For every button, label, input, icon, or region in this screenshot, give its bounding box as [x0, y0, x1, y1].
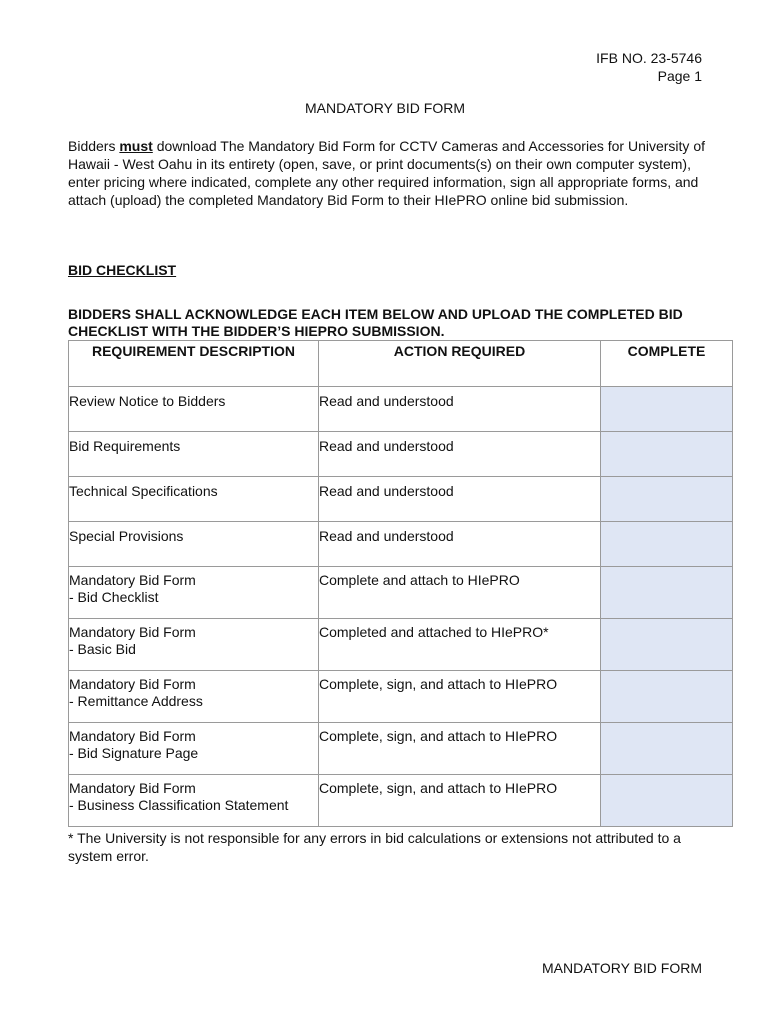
- complete-field[interactable]: [601, 432, 733, 477]
- intro-paragraph: [68, 137, 708, 209]
- requirement-cell: Technical Specifications: [69, 477, 319, 522]
- requirement-cell: Mandatory Bid Form - Basic Bid: [69, 619, 319, 671]
- page-title: MANDATORY BID FORM: [305, 100, 465, 116]
- table-row: [69, 432, 733, 477]
- table-row: [69, 477, 733, 522]
- complete-field[interactable]: [601, 723, 733, 775]
- complete-field[interactable]: [601, 567, 733, 619]
- action-cell: Read and understood: [319, 432, 601, 477]
- footnote: * The University is not responsible for any errors in bid calculations or extensions not attributed to a system error.: [68, 830, 681, 864]
- action-cell: Completed and attached to HIePRO*: [319, 619, 601, 671]
- table-row: [69, 671, 733, 723]
- action-cell: Read and understood: [319, 477, 601, 522]
- table-row: [69, 619, 733, 671]
- complete-field[interactable]: [601, 387, 733, 432]
- requirement-cell: Review Notice to Bidders: [69, 387, 319, 432]
- requirement-cell: Mandatory Bid Form - Bid Signature Page: [69, 723, 319, 775]
- bid-checklist-table: [68, 340, 733, 827]
- action-cell: Read and understood: [319, 522, 601, 567]
- complete-field[interactable]: [601, 522, 733, 567]
- requirement-cell: Bid Requirements: [69, 432, 319, 477]
- header-requirement: REQUIREMENT DESCRIPTION: [69, 341, 319, 387]
- action-cell: Complete, sign, and attach to HIePRO: [319, 723, 601, 775]
- complete-field[interactable]: [601, 619, 733, 671]
- requirement-cell: Mandatory Bid Form - Business Classification Statement: [69, 775, 319, 827]
- page-footer: MANDATORY BID FORM: [542, 960, 702, 976]
- complete-field[interactable]: [601, 775, 733, 827]
- complete-field[interactable]: [601, 671, 733, 723]
- intro-after: download The Mandatory Bid Form for CCTV Cameras and Accessories for University of Hawaii - West Oahu in its entirety (open, save, or print documents(s) on their own computer system), enter pricing where indicated, complete any other required information, sign all appropriate forms, and attach (upload) the completed Mandatory Bid Form to their HIePRO online bid submission.: [68, 138, 705, 208]
- table-row: [69, 567, 733, 619]
- intro-emphasis: must: [119, 138, 153, 154]
- section-heading: BID CHECKLIST: [68, 262, 177, 278]
- table-row: [69, 723, 733, 775]
- ifb-number: IFB NO. 23-5746: [596, 50, 702, 66]
- intro-before: Bidders: [68, 138, 120, 154]
- action-cell: Complete, sign, and attach to HIePRO: [319, 671, 601, 723]
- header-action: ACTION REQUIRED: [319, 341, 601, 387]
- requirement-cell: Mandatory Bid Form - Bid Checklist: [69, 567, 319, 619]
- requirement-cell: Mandatory Bid Form - Remittance Address: [69, 671, 319, 723]
- table-row: [69, 387, 733, 432]
- header-complete: COMPLETE: [601, 341, 733, 387]
- table-header-row: [69, 341, 733, 387]
- document-header: [596, 49, 702, 85]
- page-number: Page 1: [657, 68, 702, 84]
- requirement-cell: Special Provisions: [69, 522, 319, 567]
- action-cell: Complete, sign, and attach to HIePRO: [319, 775, 601, 827]
- action-cell: Read and understood: [319, 387, 601, 432]
- table-row: [69, 775, 733, 827]
- complete-field[interactable]: [601, 477, 733, 522]
- table-row: [69, 522, 733, 567]
- acknowledge-statement: BIDDERS SHALL ACKNOWLEDGE EACH ITEM BELOW AND UPLOAD THE COMPLETED BID CHECKLIST WITH THE BIDDER’S HIEPRO SUBMISSION.: [68, 306, 683, 339]
- action-cell: Complete and attach to HIePRO: [319, 567, 601, 619]
